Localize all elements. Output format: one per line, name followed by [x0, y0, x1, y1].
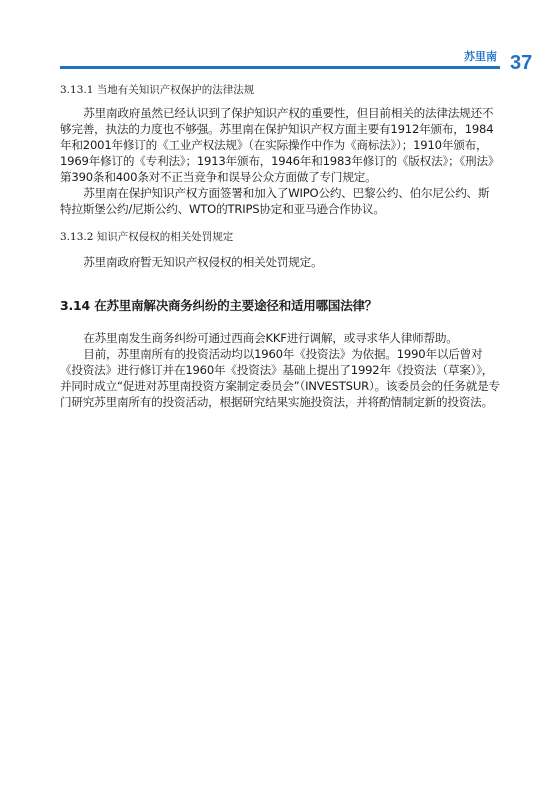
section-heading-3-14: 3.14 在苏里南解决商务纠纷的主要途径和适用哪国法律？ [60, 298, 378, 313]
paragraph: 苏里南在保护知识产权方面签署和加入了WIPO公约、巴黎公约、伯尔尼公约、斯特拉斯堡公约/尼斯公约、WTO的TRIPS协定和亚马逊合作协议。 [60, 186, 490, 216]
page-body [60, 82, 500, 410]
section-heading-3-13-2: 3.13.2 知识产权侵权的相关处罚规定 [60, 231, 234, 243]
paragraph: 在苏里南发生商务纠纷可通过西商会KKF进行调解，或寻求华人律师帮助。 [83, 331, 458, 345]
header-country-label: 苏里南 [464, 50, 497, 63]
page-number: 37 [510, 52, 533, 74]
section-3-13-1 [60, 82, 500, 217]
section-3-13-2 [60, 229, 500, 270]
section-heading-3-13-1: 3.13.1 当地有关知识产权保护的法律法规 [60, 84, 255, 96]
paragraph: 苏里南政府暂无知识产权侵权的相关处罚规定。 [83, 255, 323, 269]
section-3-14 [60, 296, 500, 410]
paragraph: 目前，苏里南所有的投资活动均以1960年《投资法》为依据。1990年以后曾对《投资法》进行修订并在1960年《投资法》基础上提出了1992年《投资法（草案）》，并同时成立“促进对苏里南投资方案制定委员会”（INVESTSUR）。该委员会的任务就是专门研究苏里南所有的投资活动，根据研究结果实施投资法，并将酌情制定新的投资法。 [60, 347, 500, 409]
paragraph: 苏里南政府虽然已经认识到了保护知识产权的重要性，但目前相关的法律法规还不够完善，执法的力度也不够强。苏里南在保护知识产权方面主要有1912年颁布，1984年和2001年修订的《工业产权法规》（在实际操作中作为《商标法》）；1910年颁布，1969年修订的《专利法》；1913年颁布，1946年和1983年修订的《版权法》；《刑法》第390条和400条对不正当竞争和误导公众方面做了专门规定。 [60, 106, 500, 184]
header-divider [60, 66, 500, 69]
